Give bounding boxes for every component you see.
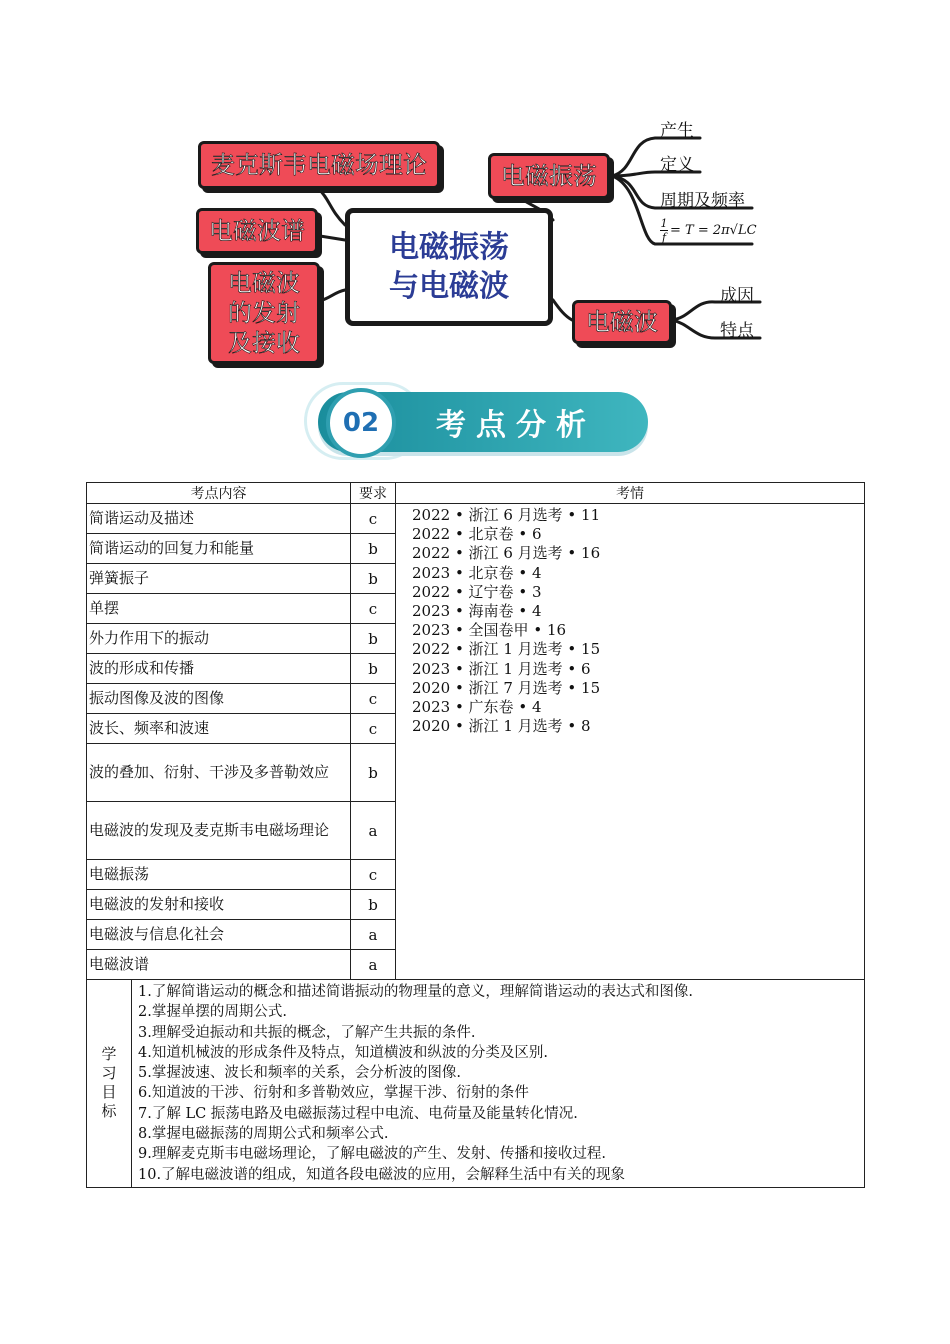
tag-em-spectrum-label: 电磁波谱 <box>209 217 305 245</box>
exam-item: 2022 • 浙江 6 月选考 • 16 <box>412 544 601 563</box>
tag-em-wave-label: 电磁波 <box>586 308 658 336</box>
leaf-features: 特点 <box>720 321 754 341</box>
row-content: 弹簧振子 <box>87 564 351 594</box>
header-exams: 考情 <box>396 483 865 504</box>
exam-item: 2023 • 海南卷 • 4 <box>412 602 542 621</box>
exam-item: 2022 • 辽宁卷 • 3 <box>412 582 542 601</box>
leaf-definition: 定义 <box>660 155 694 175</box>
row-content: 电磁振荡 <box>87 860 351 890</box>
goal-item: 1.了解简谐运动的概念和描述简谐振动的物理量的意义，理解简谐运动的表达式和图像. <box>138 984 693 1000</box>
mind-map <box>0 0 950 380</box>
row-requirement: a <box>351 950 396 980</box>
goal-item: 10.了解电磁波谱的组成，知道各段电磁波的应用，会解释生活中有关的现象 <box>138 1166 626 1183</box>
row-content: 电磁波谱 <box>87 950 351 980</box>
tag-em-spectrum <box>196 208 318 254</box>
section-number: 02 <box>326 388 396 458</box>
tag-maxwell-theory <box>198 141 440 189</box>
header-requirement: 要求 <box>351 483 396 504</box>
tag-em-emit-receive-line2: 的发射 <box>228 299 300 327</box>
exam-item: 2023 • 浙江 1 月选考 • 6 <box>412 659 591 678</box>
row-requirement: b <box>351 890 396 920</box>
table-row <box>87 504 865 534</box>
tag-em-oscillation-label: 电磁振荡 <box>501 162 597 190</box>
row-content: 电磁波与信息化社会 <box>87 920 351 950</box>
row-content: 波的叠加、衍射、干涉及多普勒效应 <box>87 744 351 802</box>
row-requirement: b <box>351 564 396 594</box>
formula-denominator: f <box>661 231 667 244</box>
goal-item: 6.知道波的干涉、衍射和多普勒效应，掌握干涉、衍射的条件 <box>138 1085 529 1102</box>
row-requirement: b <box>351 624 396 654</box>
goal-item: 7.了解 LC 振荡电路及电磁振荡过程中电流、电荷量及能量转化情况. <box>138 1105 578 1122</box>
goal-item: 8.掌握电磁振荡的周期公式和频率公式. <box>138 1126 389 1143</box>
row-content: 电磁波的发射和接收 <box>87 890 351 920</box>
exam-item: 2023 • 北京卷 • 4 <box>412 563 542 582</box>
row-content: 波长、频率和波速 <box>87 714 351 744</box>
exam-points-table <box>86 482 865 1188</box>
exam-item: 2020 • 浙江 7 月选考 • 15 <box>412 678 601 697</box>
leaf-cause: 成因 <box>720 286 754 306</box>
exam-list <box>396 504 865 980</box>
row-requirement: b <box>351 654 396 684</box>
row-requirement: a <box>351 920 396 950</box>
row-requirement: c <box>351 714 396 744</box>
exam-item: 2023 • 广东卷 • 4 <box>412 698 542 717</box>
goal-label-char: 标 <box>101 1102 117 1121</box>
row-content: 单摆 <box>87 594 351 624</box>
tag-em-wave <box>572 300 672 344</box>
formula-fraction <box>660 218 668 243</box>
row-requirement: c <box>351 594 396 624</box>
tag-em-emit-receive <box>208 262 320 364</box>
row-requirement: c <box>351 504 396 534</box>
row-content: 波的形成和传播 <box>87 654 351 684</box>
exam-item: 2020 • 浙江 1 月选考 • 8 <box>412 717 591 736</box>
goal-label-char: 习 <box>101 1064 117 1083</box>
row-requirement: a <box>351 802 396 860</box>
leaf-production: 产生 <box>660 121 694 141</box>
row-content: 简谐运动的回复力和能量 <box>87 534 351 564</box>
row-content: 外力作用下的振动 <box>87 624 351 654</box>
tag-maxwell-theory-label: 麦克斯韦电磁场理论 <box>211 151 427 179</box>
formula-numerator: 1 <box>660 217 668 230</box>
center-topic-line1: 电磁振荡 <box>389 230 509 265</box>
table-header-row <box>87 483 865 504</box>
learning-goals-list <box>132 980 865 1188</box>
row-content: 电磁波的发现及麦克斯韦电磁场理论 <box>87 802 351 860</box>
row-content: 振动图像及波的图像 <box>87 684 351 714</box>
tag-em-emit-receive-line1: 电磁波 <box>228 269 300 297</box>
row-requirement: c <box>351 684 396 714</box>
goal-label-char: 目 <box>101 1083 117 1102</box>
goal-item: 2.掌握单摆的周期公式. <box>138 1004 287 1021</box>
row-requirement: b <box>351 534 396 564</box>
leaf-period-frequency: 周期及频率 <box>660 191 745 211</box>
row-content: 简谐运动及描述 <box>87 504 351 534</box>
tag-em-oscillation <box>488 153 610 199</box>
period-formula <box>660 218 757 243</box>
goal-item: 5.掌握波速、波长和频率的关系，会分析波的图像. <box>138 1065 461 1082</box>
goal-label-char: 学 <box>101 1045 117 1064</box>
formula-rest: = T = 2π√LC <box>670 223 757 238</box>
goal-item: 9.理解麦克斯韦电磁场理论，了解电磁波的产生、发射、传播和接收过程. <box>138 1146 606 1163</box>
section-title: 考点分析 <box>436 408 596 443</box>
center-topic <box>345 208 553 326</box>
goal-item: 4.知道机械波的形成条件及特点，知道横波和纵波的分类及区别. <box>138 1044 548 1061</box>
learning-goals-row <box>87 980 865 1188</box>
center-topic-line2: 与电磁波 <box>389 269 509 304</box>
row-requirement: c <box>351 860 396 890</box>
exam-item: 2022 • 浙江 6 月选考 • 11 <box>412 506 601 524</box>
section-banner <box>296 386 656 466</box>
goal-item: 3.理解受迫振动和共振的概念，了解产生共振的条件. <box>138 1024 476 1041</box>
tag-em-emit-receive-line3: 及接收 <box>228 329 300 357</box>
exam-item: 2023 • 全国卷甲 • 16 <box>412 621 567 640</box>
row-requirement: b <box>351 744 396 802</box>
header-content: 考点内容 <box>87 483 351 504</box>
exam-item: 2022 • 北京卷 • 6 <box>412 525 542 544</box>
learning-goals-label <box>87 980 132 1188</box>
exam-item: 2022 • 浙江 1 月选考 • 15 <box>412 640 601 659</box>
